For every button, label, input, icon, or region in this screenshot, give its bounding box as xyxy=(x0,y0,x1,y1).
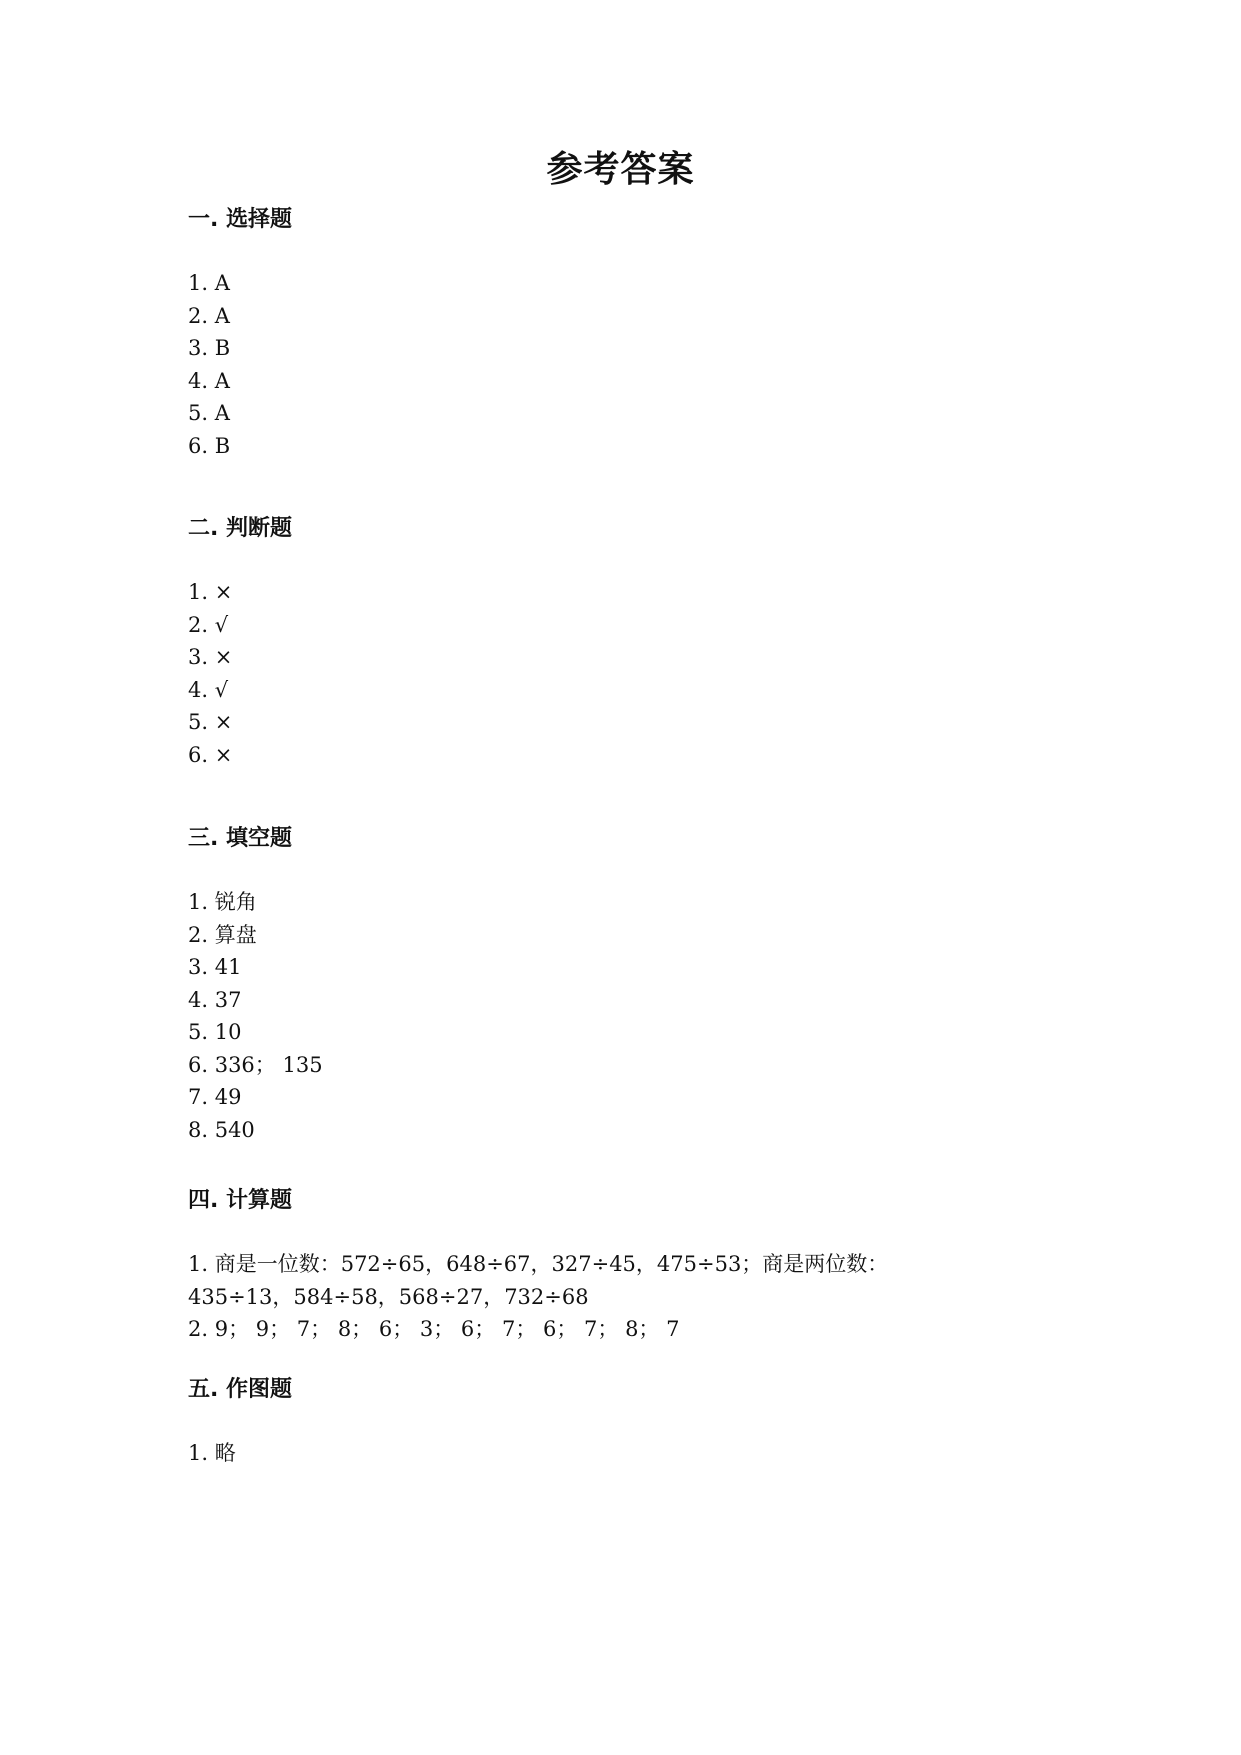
answer-item: 2. 算盘 xyxy=(188,922,257,947)
answer-item: 5. A xyxy=(188,401,230,425)
answer-item: 6. 336； 135 xyxy=(188,1052,323,1077)
answer-item: 4. A xyxy=(188,368,230,393)
section-true-false xyxy=(188,514,1053,771)
answer-item: 5. × xyxy=(188,710,233,734)
answer-list xyxy=(188,576,1053,771)
section-multiple-choice xyxy=(188,205,1053,462)
answer-item: 4. 37 xyxy=(188,987,242,1012)
answer-item: 5. 10 xyxy=(188,1020,242,1044)
answer-item: 6. B xyxy=(188,433,231,458)
section-fill-in-blank xyxy=(188,824,1053,1146)
section-heading: 一. 选择题 xyxy=(188,207,293,232)
answer-item: 3. × xyxy=(188,645,233,669)
answer-item: 2. 9； 9； 7； 8； 6； 3； 6； 7； 6； 7； 8； 7 xyxy=(188,1317,680,1341)
section-drawing xyxy=(188,1375,1053,1470)
answer-item: 1. 商是一位数：572÷65，648÷67，327÷45，475÷53；商是两位数： xyxy=(188,1252,889,1276)
answer-item: 1. 锐角 xyxy=(188,890,257,914)
answer-item: 2. √ xyxy=(188,612,229,637)
section-heading: 二. 判断题 xyxy=(188,516,293,541)
answer-item: 3. B xyxy=(188,336,231,360)
section-calculation xyxy=(188,1186,1053,1346)
answer-list xyxy=(188,267,1053,462)
page-title: 参考答案 xyxy=(546,149,695,190)
section-heading: 五. 作图题 xyxy=(188,1377,293,1402)
answer-list xyxy=(188,1437,1053,1470)
answer-item-continued: 435÷13，584÷58，568÷27，732÷68 xyxy=(188,1284,589,1309)
answer-item: 7. 49 xyxy=(188,1085,242,1109)
answer-item: 3. 41 xyxy=(188,955,242,979)
answer-item: 4. √ xyxy=(188,677,229,702)
answer-item: 1. A xyxy=(188,271,230,295)
answer-list xyxy=(188,886,1053,1146)
answer-item: 1. 略 xyxy=(188,1441,236,1465)
answer-item: 2. A xyxy=(188,303,230,328)
section-heading: 三. 填空题 xyxy=(188,826,293,851)
answer-item: 8. 540 xyxy=(188,1117,255,1142)
answer-item: 1. × xyxy=(188,580,233,604)
section-heading: 四. 计算题 xyxy=(188,1188,293,1213)
answer-item: 6. × xyxy=(188,742,233,767)
answer-list xyxy=(188,1248,1053,1346)
